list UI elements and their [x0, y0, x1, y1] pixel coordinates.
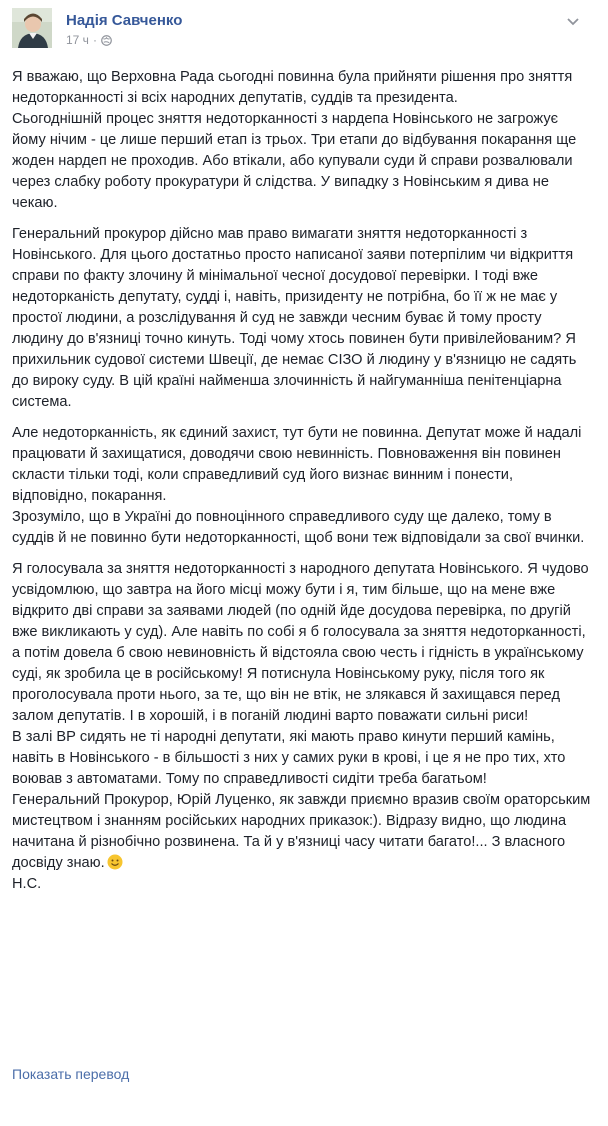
post-paragraph-text: Я голосувала за зняття недоторканності з народного депутата Новінського. Я чудово усвідомлюю, що завтра на його місці можу бути і я, тим більше, що на мене вже відкрито дві справи за заявами людей (по одній йде досудова перевірка, по другій вже викликають у суд). Але навіть по собі я б голосувала за зняття недоторканності, а потім довела б свою невиновність й відстояла свою честь і гідність в українському суді, як зробила це в російському! Я потиснула Новінському руку, після того як проголосувала проти нього, за те, що він не втік, не злякався й захищався перед залом депутатів. І в хорошій, і в поганій людині варто поважати сильні риси! В залі ВР сидять не ті народні депутати, які мають право кинути перший камінь, навіть в Новінського - в більшості з них у самих руки в крові, і це я не про тих, хто воював з автоматами. Тому по справедливості сидіти треба багатьом! Генеральний Прокурор, Юрій Луценко, як завжди приємно вразив своїм ораторським мистецтвом і знанням російських народних приказок:). Відразу видно, що людина начитана й різнобічно розвинена. Та й у в'язниці часу читати багато!... З власного досвіду знаю. — [12, 561, 591, 871]
post-paragraph-last — [12, 559, 592, 874]
post-meta — [66, 33, 112, 47]
smile-emoji-icon — [107, 854, 123, 870]
post-signature: Н.С. — [12, 876, 42, 892]
author-name[interactable]: Надія Савченко — [66, 12, 183, 29]
chevron-down-icon[interactable] — [566, 14, 580, 28]
globe-icon[interactable] — [101, 35, 112, 46]
post-paragraph: Генеральний прокурор дійсно мав право вимагати зняття недоторканності з Новінського. Для цього достатньо просто написаної заяви потерпілим чи відкриття справи по факту злочину й мінімальної чесної досудової перевірки. І тоді вже недоторканість депутату, судді і, навіть, призиденту не потрібна, бо її ж не має у простої людини, а розслідування й суд не завжди чесним буває й тому просту людину до в'язниці точно кинуть. Тоді чому хтось повинен бути привілейованим? Я прихильник судової системи Швеції, де немає СІЗО й людину у в'язницю не садять до вироку суду. В цій країні найменша злочинність й найгуманніша пенітенціарна система. — [12, 226, 581, 410]
post-paragraph: Але недоторканність, як єдиний захист, тут бути не повинна. Депутат може й надалі працювати й захищатися, доводячи свою невинність. Повноваження він повинен скласти тільки тоді, коли справедливий суд його визнає винним і понести, відповідно, покарання. Зрозуміло, що в Україні до повноцінного справедливого суду ще далеко, тому в суддів й не повинно бути недоторканності, щоб вони теж відповідали за свої вчинки. — [12, 425, 585, 546]
post-header — [12, 6, 596, 56]
meta-separator: · — [92, 33, 97, 47]
post-paragraph: Я вважаю, що Верховна Рада сьогодні повинна була прийняти рішення про зняття недоторканності зі всіх народних депутатів, суддів та президента. Сьогоднішній процес зняття недоторканності з нардепа Новінського не загрожує йому нічим - це лише перший етап із трьох. Три етапи до відбування покарання ще жоден нардеп не проходив. Або втікали, або купували суди й справи розвалювали через слабку роботу прокуратури й слідства. У випадку з Новінським я дива не чекаю. — [12, 69, 577, 211]
post-body — [12, 67, 592, 905]
show-translation-link[interactable]: Показать перевод — [12, 1066, 130, 1082]
post-time[interactable]: 17 ч — [66, 33, 89, 47]
avatar[interactable] — [12, 8, 52, 48]
